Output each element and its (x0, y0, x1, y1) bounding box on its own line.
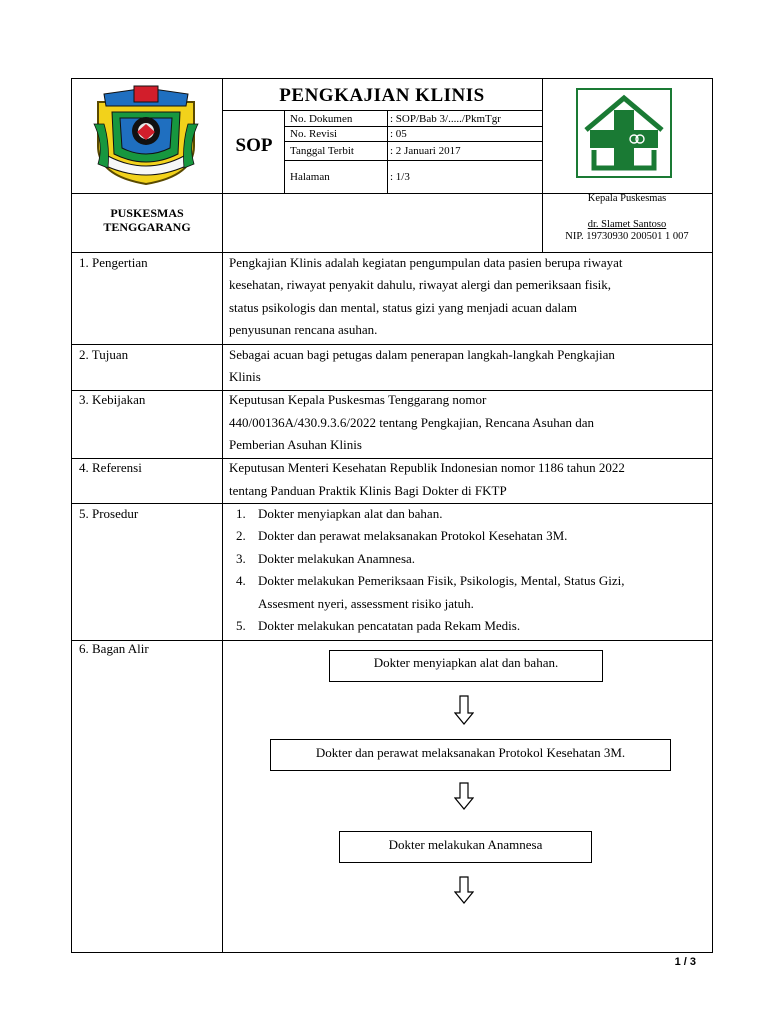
meta-row-divider (284, 160, 542, 161)
meta-label-document-number: No. Dokumen (290, 113, 353, 125)
meta-divider (387, 110, 388, 193)
prosedur-item-number: 4. (236, 573, 246, 588)
down-arrow-icon (454, 782, 474, 810)
referensi-line: Keputusan Menteri Kesehatan Republik Indonesian nomor 1186 tahun 2022 (229, 460, 625, 475)
prosedur-item-text: Assesment nyeri, assessment risiko jatuh. (258, 596, 474, 611)
column-divider (222, 78, 223, 953)
meta-value-document-number: : SOP/Bab 3/...../PkmTgr (390, 113, 501, 125)
prosedur-item-text: Dokter melakukan Anamnesa. (258, 551, 416, 566)
title-divider (222, 110, 542, 111)
meta-label-issue-date: Tanggal Terbit (290, 145, 354, 157)
pengertian-line: kesehatan, riwayat penyakit dahulu, riwayat alergi dan pemeriksaan fisik, (229, 277, 612, 292)
organization-name-line1: PUSKESMAS (110, 206, 184, 220)
flowchart-step-1: Dokter menyiapkan alat dan bahan. (329, 650, 603, 682)
tujuan-line: Sebagai acuan bagi petugas dalam penerapan langkah-langkah Pengkajian (229, 347, 615, 362)
prosedur-item-number: 1. (236, 506, 246, 521)
meta-label-revision: No. Revisi (290, 128, 338, 140)
page-title: PENGKAJIAN KLINIS (279, 85, 485, 106)
pengertian-line: Pengkajian Klinis adalah kegiatan pengumpulan data pasien berupa riwayat (229, 255, 623, 270)
down-arrow-icon (454, 876, 474, 904)
prosedur-item-text: Dokter dan perawat melaksanakan Protokol Kesehatan 3M. (258, 528, 568, 543)
signer-name: dr. Slamet Santoso (587, 219, 667, 230)
flowchart-step-2: Dokter dan perawat melaksanakan Protokol Kesehatan 3M. (270, 739, 671, 771)
section-label-referensi: 4. Referensi (79, 460, 142, 475)
meta-value-page: : 1/3 (390, 171, 410, 183)
meta-label-page: Halaman (290, 171, 330, 183)
prosedur-item-number: 5. (236, 618, 246, 633)
kebijakan-line: Pemberian Asuhan Klinis (229, 437, 362, 452)
signer-nip: NIP. 19730930 200501 1 007 (565, 231, 689, 242)
sop-label: SOP (235, 135, 273, 156)
page-number: 1 / 3 (674, 956, 696, 968)
section-label-tujuan: 2. Tujuan (79, 347, 129, 362)
bondowoso-regency-logo (90, 84, 202, 186)
prosedur-item-text: Dokter menyiapkan alat dan bahan. (258, 506, 443, 521)
referensi-line: tentang Panduan Praktik Klinis Bagi Dokter di FKTP (229, 483, 507, 498)
section-label-prosedur: 5. Prosedur (79, 506, 139, 521)
signer-title: Kepala Puskesmas (587, 193, 667, 204)
row-divider (71, 640, 713, 641)
table-border-top (71, 78, 713, 79)
sop-divider (284, 110, 285, 193)
organization-name-line2: TENGGARANG (103, 220, 191, 234)
prosedur-item-number: 2. (236, 528, 246, 543)
prosedur-item-text: Dokter melakukan pencatatan pada Rekam Medis. (258, 618, 521, 633)
table-border-bottom (71, 952, 713, 953)
kebijakan-line: Keputusan Kepala Puskesmas Tenggarang nomor (229, 392, 487, 407)
meta-row-divider (284, 141, 542, 142)
puskesmas-logo (576, 88, 672, 178)
kebijakan-line: 440/00136A/430.9.3.6/2022 tentang Pengkajian, Rencana Asuhan dan (229, 415, 595, 430)
prosedur-item-number: 3. (236, 551, 246, 566)
tujuan-line: Klinis (229, 369, 261, 384)
flowchart-step-3: Dokter melakukan Anamnesa (339, 831, 592, 863)
prosedur-item-text: Dokter melakukan Pemeriksaan Fisik, Psikologis, Mental, Status Gizi, (258, 573, 625, 588)
table-border-right (712, 78, 713, 953)
down-arrow-icon (454, 695, 474, 725)
pengertian-line: status psikologis dan mental, status gizi yang menjadi acuan dalam (229, 300, 578, 315)
section-label-pengertian: 1. Pengertian (79, 255, 148, 270)
meta-value-issue-date: : 2 Januari 2017 (390, 145, 461, 157)
section-label-bagan-alir: 6. Bagan Alir (79, 641, 149, 656)
pengertian-line: penyusunan rencana asuhan. (229, 322, 378, 337)
section-label-kebijakan: 3. Kebijakan (79, 392, 146, 407)
meta-value-revision: : 05 (390, 128, 407, 140)
